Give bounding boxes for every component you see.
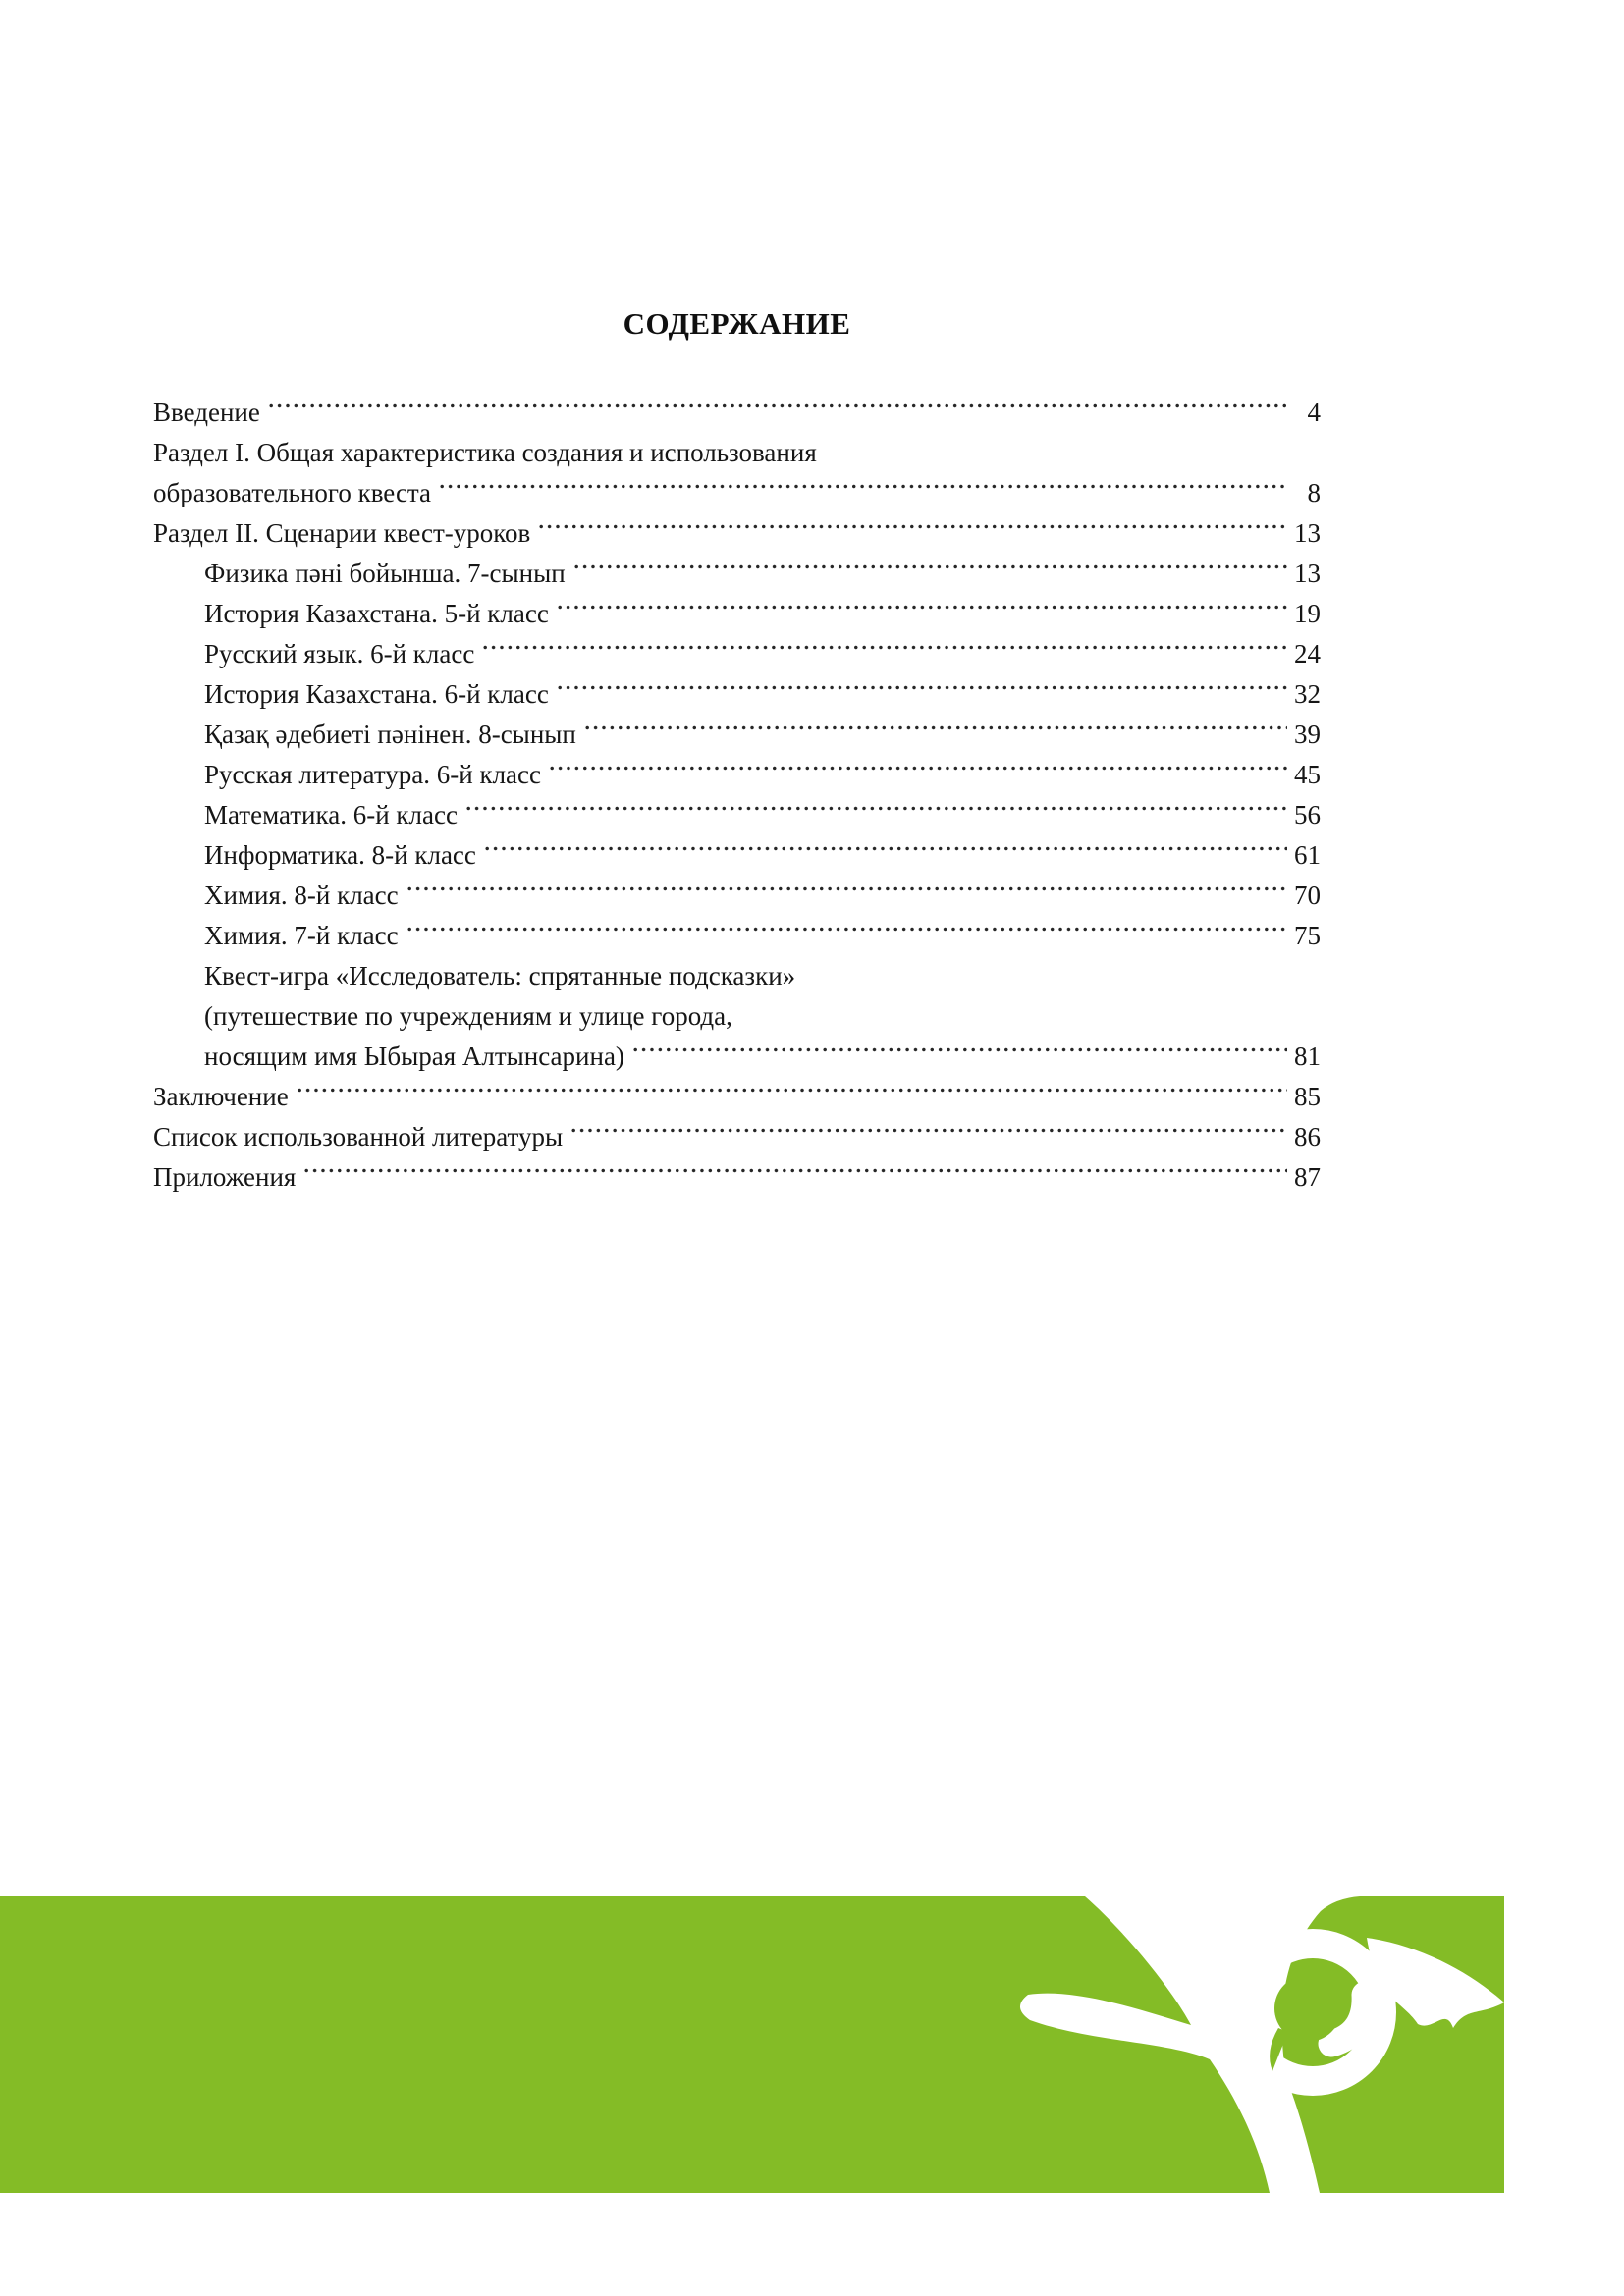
dot-leader — [548, 755, 1287, 795]
dot-leader — [631, 1037, 1287, 1077]
toc-entry — [153, 956, 1321, 996]
dot-leader — [824, 433, 1287, 473]
toc-entry — [153, 473, 1321, 513]
toc-entry — [153, 835, 1321, 876]
toc-entry-label: Введение — [153, 398, 260, 427]
toc-entry-page: 85 — [1294, 1082, 1321, 1111]
dot-leader — [406, 876, 1287, 916]
toc-entry-page: 86 — [1294, 1122, 1321, 1151]
dot-leader — [438, 473, 1287, 513]
toc-entry-label: Химия. 8-й класс — [204, 881, 399, 910]
toc-entry-label: Химия. 7-й класс — [204, 921, 399, 950]
toc-entry-page: 61 — [1294, 840, 1321, 870]
toc-entry-label: Қазақ әдебиеті пәнінен. 8-сынып — [204, 720, 576, 749]
toc-entry — [153, 876, 1321, 916]
toc-entry-page: 39 — [1294, 720, 1321, 749]
toc-entry-page: 70 — [1294, 881, 1321, 910]
dot-leader — [802, 956, 1287, 996]
toc-entry-label: Заключение — [153, 1082, 289, 1111]
toc-entry-page: 45 — [1294, 760, 1321, 789]
toc-entry-page: 56 — [1294, 800, 1321, 829]
toc-entry-label: Русский язык. 6-й класс — [204, 639, 475, 668]
toc-entry — [153, 795, 1321, 835]
dot-leader — [483, 835, 1287, 876]
toc-entry-label: носящим имя Ыбырая Алтынсарина) — [204, 1041, 624, 1071]
toc-entry — [153, 715, 1321, 755]
toc-entry — [153, 513, 1321, 554]
toc-entry — [153, 755, 1321, 795]
toc-entry-label: История Казахстана. 6-й класс — [204, 679, 549, 709]
toc-entry-label: Приложения — [153, 1162, 297, 1192]
toc-entry-label: Квест-игра «Исследователь: спрятанные подсказки» — [204, 961, 796, 990]
toc-entry — [153, 634, 1321, 674]
toc-entry-label: История Казахстана. 5-й класс — [204, 599, 549, 628]
toc-section — [153, 306, 1321, 1198]
toc-entry — [153, 916, 1321, 956]
dot-leader — [267, 393, 1287, 433]
toc-entry — [153, 393, 1321, 433]
toc-entry — [153, 1117, 1321, 1157]
toc-entry-label: Раздел I. Общая характеристика создания и использования — [153, 438, 817, 467]
toc-entry-label: (путешествие по учреждениям и улице города, — [204, 1001, 732, 1031]
toc-entry-page: 4 — [1307, 398, 1321, 427]
toc-entry — [153, 1077, 1321, 1117]
kazakh-swirl-ornament-icon — [0, 1896, 1504, 2193]
toc-entry-label: Русская литература. 6-й класс — [204, 760, 541, 789]
dot-leader — [302, 1157, 1287, 1198]
toc-entry-page: 13 — [1294, 518, 1321, 548]
toc-entry — [153, 433, 1321, 473]
dot-leader — [481, 634, 1287, 674]
toc-entry-page: 32 — [1294, 679, 1321, 709]
toc-entry — [153, 674, 1321, 715]
dot-leader — [739, 996, 1287, 1037]
dot-leader — [569, 1117, 1287, 1157]
dot-leader — [583, 715, 1287, 755]
footer-band — [0, 1896, 1504, 2193]
toc-entry — [153, 1037, 1321, 1077]
toc-entry-label: Список использованной литературы — [153, 1122, 564, 1151]
toc-entry-page: 24 — [1294, 639, 1321, 668]
toc-entry-label: Информатика. 8-й класс — [204, 840, 476, 870]
dot-leader — [296, 1077, 1287, 1117]
dot-leader — [572, 554, 1287, 594]
toc-entry-label: образовательного квеста — [153, 478, 432, 507]
dot-leader — [464, 795, 1287, 835]
toc-entry — [153, 996, 1321, 1037]
toc-entry — [153, 1157, 1321, 1198]
dot-leader — [556, 594, 1287, 634]
toc-entry-page: 8 — [1307, 478, 1321, 507]
toc-entry-page: 19 — [1294, 599, 1321, 628]
toc-entry-label: Физика пәні бойынша. 7-сынып — [204, 559, 566, 588]
dot-leader — [556, 674, 1287, 715]
toc-entry — [153, 594, 1321, 634]
page-title: СОДЕРЖАНИЕ — [623, 306, 851, 341]
toc-entry-page: 81 — [1294, 1041, 1321, 1071]
toc-entry-page: 75 — [1294, 921, 1321, 950]
dot-leader — [406, 916, 1287, 956]
dot-leader — [537, 513, 1287, 554]
toc-entry-page: 87 — [1294, 1162, 1321, 1192]
toc-entry-page: 13 — [1294, 559, 1321, 588]
toc-list — [153, 393, 1321, 1198]
toc-entry-label: Раздел II. Сценарии квест-уроков — [153, 518, 531, 548]
toc-entry — [153, 554, 1321, 594]
toc-entry-label: Математика. 6-й класс — [204, 800, 458, 829]
